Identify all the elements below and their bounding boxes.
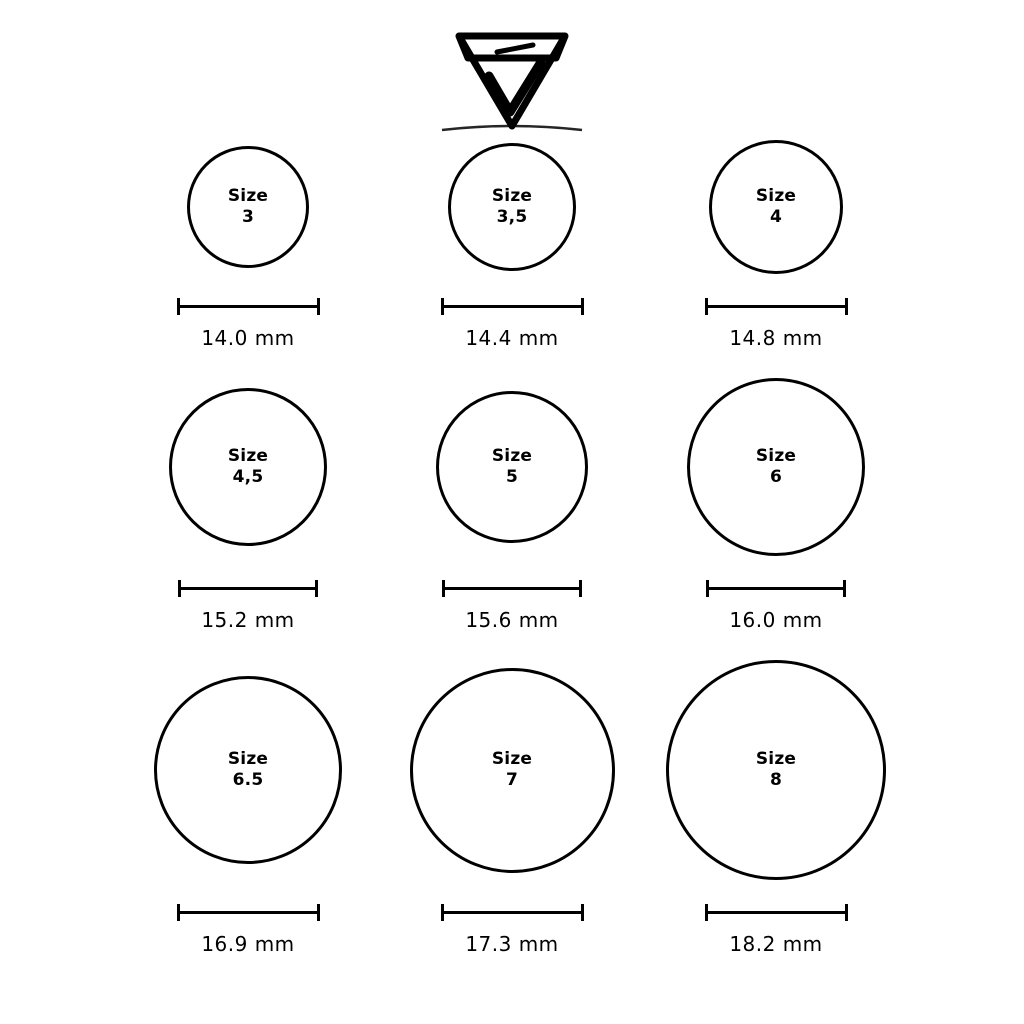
ring-circle[interactable] [687,378,865,556]
diameter-measurement: 14.4 mm [465,326,559,350]
ring-size-value: 7 [505,770,519,790]
measurement-end-cap-right [845,904,848,921]
measurement-end-cap-right [317,904,320,921]
measurement-bar [705,904,848,920]
ring-size-label: Size [755,748,797,769]
ring-area [666,660,886,880]
ring-circle[interactable] [154,676,342,864]
ring-size-label: Size [491,185,533,206]
diameter-measurement: 15.2 mm [201,608,295,632]
measurement-line [706,587,846,590]
ring-size-cell[interactable] [403,140,621,350]
ring-circle[interactable] [666,660,886,880]
ring-area [169,378,327,556]
ring-row [0,660,1024,956]
measurement-end-cap-right [317,298,320,315]
ring-circle[interactable] [448,143,576,271]
measurement-end-cap-left [441,904,444,921]
measurement-line [178,587,318,590]
diameter-measurement: 14.8 mm [729,326,823,350]
measurement-line [705,911,848,914]
measurement-line [441,305,584,308]
ring-size-label: Size [227,445,269,466]
measurement-bar [706,580,846,596]
ring-area [448,140,576,274]
measurement-end-cap-left [442,580,445,597]
ring-circle[interactable] [410,668,615,873]
diameter-measurement: 18.2 mm [729,932,823,956]
measurement-bar [178,580,318,596]
measurement-end-cap-left [177,904,180,921]
ring-circle[interactable] [709,140,843,274]
ring-circle[interactable] [436,391,588,543]
measurement-bar [177,904,320,920]
ring-size-value: 6 [769,467,783,487]
diameter-measurement: 16.9 mm [201,932,295,956]
ring-row [0,378,1024,632]
measurement-line [177,911,320,914]
measurement-bar [705,298,848,314]
diameter-measurement: 16.0 mm [729,608,823,632]
ring-size-label: Size [755,445,797,466]
ring-size-value: 8 [769,770,783,790]
measurement-end-cap-left [441,298,444,315]
ring-size-cell[interactable] [139,140,357,350]
ring-size-label: Size [227,748,269,769]
ring-size-value: 3 [241,207,255,227]
measurement-end-cap-right [579,580,582,597]
ring-size-cell[interactable] [139,660,357,956]
measurement-line [705,305,848,308]
measurement-bar [177,298,320,314]
measurement-end-cap-right [581,298,584,315]
diameter-measurement: 14.0 mm [201,326,295,350]
measurement-end-cap-right [581,904,584,921]
measurement-line [177,305,320,308]
ring-size-value: 3,5 [496,207,528,227]
measurement-end-cap-left [705,904,708,921]
ring-size-cell[interactable] [403,660,621,956]
measurement-end-cap-left [705,298,708,315]
measurement-end-cap-left [178,580,181,597]
ring-size-cell[interactable] [667,660,885,956]
ring-size-value: 4 [769,207,783,227]
ring-circle[interactable] [169,388,327,546]
ring-size-cell[interactable] [667,378,885,632]
diamond-check-logo [437,22,587,142]
ring-size-label: Size [227,185,269,206]
ring-size-cell[interactable] [667,140,885,350]
ring-area [187,140,309,274]
ring-size-label: Size [491,748,533,769]
measurement-line [442,587,582,590]
brand-logo [0,22,1024,142]
ring-size-label: Size [491,445,533,466]
ring-area [687,378,865,556]
measurement-end-cap-left [706,580,709,597]
measurement-end-cap-right [845,298,848,315]
measurement-bar [442,580,582,596]
measurement-bar [441,298,584,314]
diameter-measurement: 15.6 mm [465,608,559,632]
ring-size-value: 4,5 [232,467,264,487]
ring-row [0,140,1024,350]
ring-size-cell[interactable] [139,378,357,632]
ring-size-label: Size [755,185,797,206]
ring-circle[interactable] [187,146,309,268]
ring-size-value: 6.5 [232,770,264,790]
ring-size-cell[interactable] [403,378,621,632]
ring-size-value: 5 [505,467,519,487]
ring-area [436,378,588,556]
measurement-end-cap-right [843,580,846,597]
measurement-end-cap-left [177,298,180,315]
ring-area [709,140,843,274]
ring-size-chart [0,140,1024,956]
measurement-bar [441,904,584,920]
ring-area [154,660,342,880]
diameter-measurement: 17.3 mm [465,932,559,956]
ring-area [410,660,615,880]
measurement-end-cap-right [315,580,318,597]
measurement-line [441,911,584,914]
